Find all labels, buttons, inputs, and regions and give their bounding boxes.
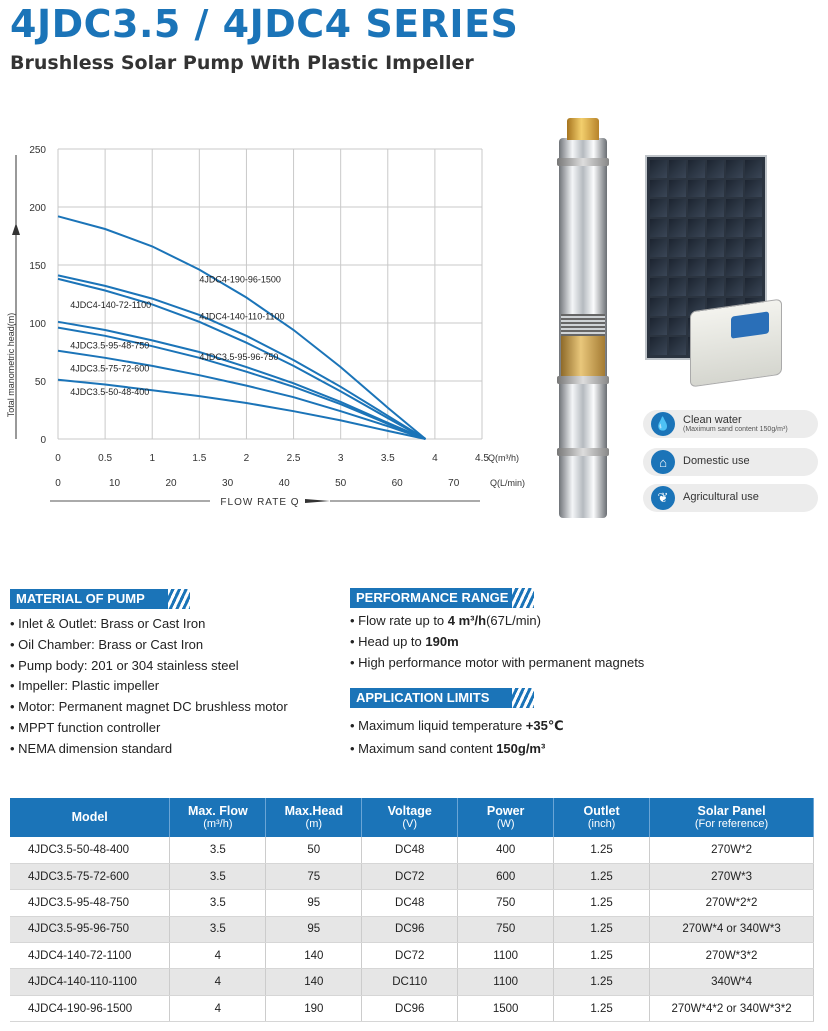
table-header-cell: Voltage (V) xyxy=(362,798,458,837)
table-cell: DC72 xyxy=(362,863,458,889)
table-cell: 1.25 xyxy=(554,890,650,916)
material-item: • Inlet & Outlet: Brass or Cast Iron xyxy=(10,614,288,635)
curve-label: 4JDC3.5-95-48-750 xyxy=(70,340,150,351)
table-cell: 270W*4 or 340W*3 xyxy=(650,916,814,942)
material-list xyxy=(10,614,288,760)
flow-rate-item: • Flow rate up to 4 m³/h(67L/min) xyxy=(350,611,644,632)
y-tick-label: 150 xyxy=(29,261,46,272)
table-cell: 1.25 xyxy=(554,995,650,1021)
table-cell: 270W*2*2 xyxy=(650,890,814,916)
table-header-cell: Model xyxy=(10,798,170,837)
table-cell: 400 xyxy=(458,837,554,863)
table-header-cell: Power (W) xyxy=(458,798,554,837)
table-row xyxy=(10,969,814,995)
x-tick-label: 3 xyxy=(337,453,344,464)
feature-label: Clean water xyxy=(683,413,742,426)
table-cell: 4 xyxy=(170,943,266,969)
x-tick-label: 0 xyxy=(55,453,61,464)
table-cell: 75 xyxy=(266,863,362,889)
table-cell: 1.25 xyxy=(554,916,650,942)
table-cell: 4JDC3.5-95-96-750 xyxy=(10,916,170,942)
x-tick-label: 1.5 xyxy=(192,453,207,464)
curve-label: 4JDC4-190-96-1500 xyxy=(199,274,281,285)
table-header-cell: Max.Head (m) xyxy=(266,798,362,837)
material-heading: MATERIAL OF PUMP xyxy=(10,589,168,609)
performance-heading: PERFORMANCE RANGE xyxy=(350,588,512,608)
feature-label: Domestic use xyxy=(683,455,750,468)
spec-table xyxy=(10,798,814,1022)
table-cell: 270W*2 xyxy=(650,837,814,863)
limits-heading: APPLICATION LIMITS xyxy=(350,688,512,708)
curve-label: 4JDC4-140-110-1100 xyxy=(199,311,285,322)
table-cell: 1500 xyxy=(458,995,554,1021)
table-cell: 1.25 xyxy=(554,969,650,995)
table-cell: 1.25 xyxy=(554,863,650,889)
table-header-cell: Outlet (inch) xyxy=(554,798,650,837)
x2-unit-label: Q(L/min) xyxy=(490,478,526,488)
table-cell: 4 xyxy=(170,969,266,995)
y-tick-label: 50 xyxy=(34,377,46,388)
table-row xyxy=(10,863,814,889)
plant-icon: ❦ xyxy=(651,486,675,510)
y-tick-label: 100 xyxy=(29,319,46,330)
table-cell: 140 xyxy=(266,969,362,995)
table-cell: 1.25 xyxy=(554,943,650,969)
feature-label: Agricultural use xyxy=(683,491,759,504)
x2-tick-label: 10 xyxy=(108,478,121,489)
house-icon: ⌂ xyxy=(651,450,675,474)
curve-label: 4JDC4-140-72-1100 xyxy=(70,299,152,310)
material-item: • NEMA dimension standard xyxy=(10,739,288,760)
x2-tick-label: 50 xyxy=(335,478,347,489)
y-tick-label: 250 xyxy=(29,145,46,156)
y-axis-arrow xyxy=(12,223,20,235)
x2-tick-label: 0 xyxy=(55,478,61,489)
y-tick-label: 200 xyxy=(29,203,46,214)
pump-curve-chart xyxy=(0,135,540,515)
limits-list xyxy=(350,714,564,760)
table-row xyxy=(10,837,814,863)
table-cell: 270W*4*2 or 340W*3*2 xyxy=(650,995,814,1021)
table-cell: 4JDC4-140-72-1100 xyxy=(10,943,170,969)
table-cell: 340W*4 xyxy=(650,969,814,995)
table-row xyxy=(10,943,814,969)
x-tick-label: 4 xyxy=(432,453,438,464)
table-cell: 600 xyxy=(458,863,554,889)
material-item: • Impeller: Plastic impeller xyxy=(10,676,288,697)
table-cell: DC110 xyxy=(362,969,458,995)
table-row xyxy=(10,995,814,1021)
temperature-item: • Maximum liquid temperature +35℃ xyxy=(350,714,564,737)
head-item: • Head up to 190m xyxy=(350,632,644,653)
table-cell: 3.5 xyxy=(170,916,266,942)
series-title: 4JDC3.5 / 4JDC4 SERIES xyxy=(10,2,519,46)
curve-label: 4JDC3.5-75-72-600 xyxy=(70,363,150,374)
table-cell: 4JDC3.5-95-48-750 xyxy=(10,890,170,916)
x2-tick-label: 40 xyxy=(278,478,290,489)
x-tick-label: 3.5 xyxy=(380,453,395,464)
table-cell: DC96 xyxy=(362,916,458,942)
table-cell: 3.5 xyxy=(170,837,266,863)
table-cell: 140 xyxy=(266,943,362,969)
x-axis-label: FLOW RATE Q xyxy=(220,497,300,508)
sand-item: • Maximum sand content 150g/m³ xyxy=(350,737,564,760)
table-header-cell: Max. Flow (m³/h) xyxy=(170,798,266,837)
table-cell: 4JDC4-190-96-1500 xyxy=(10,995,170,1021)
feature-domestic-use xyxy=(643,448,818,476)
x-tick-label: 0.5 xyxy=(98,453,113,464)
table-cell: 95 xyxy=(266,890,362,916)
x-tick-label: 2.5 xyxy=(286,453,301,464)
table-cell: 3.5 xyxy=(170,863,266,889)
table-cell: 750 xyxy=(458,890,554,916)
table-cell: 1.25 xyxy=(554,837,650,863)
x2-tick-label: 30 xyxy=(222,478,234,489)
table-header-row xyxy=(10,798,814,837)
table-cell: DC48 xyxy=(362,890,458,916)
x-tick-label: 1 xyxy=(149,453,156,464)
series-subtitle: Brushless Solar Pump With Plastic Impeller xyxy=(10,52,474,74)
curve-label: 4JDC3.5-50-48-400 xyxy=(70,386,150,397)
controller-image xyxy=(690,299,782,388)
table-cell: DC48 xyxy=(362,837,458,863)
water-drop-icon: 💧 xyxy=(651,412,675,436)
performance-list xyxy=(350,611,644,673)
table-cell: DC72 xyxy=(362,943,458,969)
feature-sub: (Maximum sand content 150g/m³) xyxy=(683,426,788,434)
table-header-cell: Solar Panel (For reference) xyxy=(650,798,814,837)
pump-image xyxy=(555,118,611,518)
feature-clean-water xyxy=(643,410,818,438)
table-cell: 1100 xyxy=(458,969,554,995)
table-cell: DC96 xyxy=(362,995,458,1021)
table-cell: 270W*3 xyxy=(650,863,814,889)
table-cell: 3.5 xyxy=(170,890,266,916)
curve-label: 4JDC3.5-95-96-750 xyxy=(199,352,279,363)
table-row xyxy=(10,890,814,916)
x-axis-arrow xyxy=(305,499,330,503)
table-cell: 4JDC4-140-110-1100 xyxy=(10,969,170,995)
material-item: • Pump body: 201 or 304 stainless steel xyxy=(10,656,288,677)
y-axis-label: Total manometric head(m) xyxy=(6,312,16,418)
material-item: • MPPT function controller xyxy=(10,718,288,739)
x-tick-label: 4.5 xyxy=(475,453,489,464)
material-item: • Motor: Permanent magnet DC brushless motor xyxy=(10,697,288,718)
table-cell: 190 xyxy=(266,995,362,1021)
table-cell: 50 xyxy=(266,837,362,863)
table-cell: 4JDC3.5-75-72-600 xyxy=(10,863,170,889)
x-tick-label: 2 xyxy=(243,453,250,464)
y-tick-label: 0 xyxy=(40,435,46,446)
table-cell: 270W*3*2 xyxy=(650,943,814,969)
table-cell: 95 xyxy=(266,916,362,942)
x2-tick-label: 20 xyxy=(165,478,177,489)
motor-item: • High performance motor with permanent magnets xyxy=(350,653,644,674)
x2-tick-label: 60 xyxy=(391,478,403,489)
table-body xyxy=(10,837,814,1022)
table-cell: 1100 xyxy=(458,943,554,969)
table-cell: 750 xyxy=(458,916,554,942)
table-cell: 4JDC3.5-50-48-400 xyxy=(10,837,170,863)
x-unit-label: Q(m³/h) xyxy=(488,453,519,463)
x2-tick-label: 70 xyxy=(448,478,460,489)
feature-agricultural-use xyxy=(643,484,818,512)
table-row xyxy=(10,916,814,942)
material-item: • Oil Chamber: Brass or Cast Iron xyxy=(10,635,288,656)
table-cell: 4 xyxy=(170,995,266,1021)
